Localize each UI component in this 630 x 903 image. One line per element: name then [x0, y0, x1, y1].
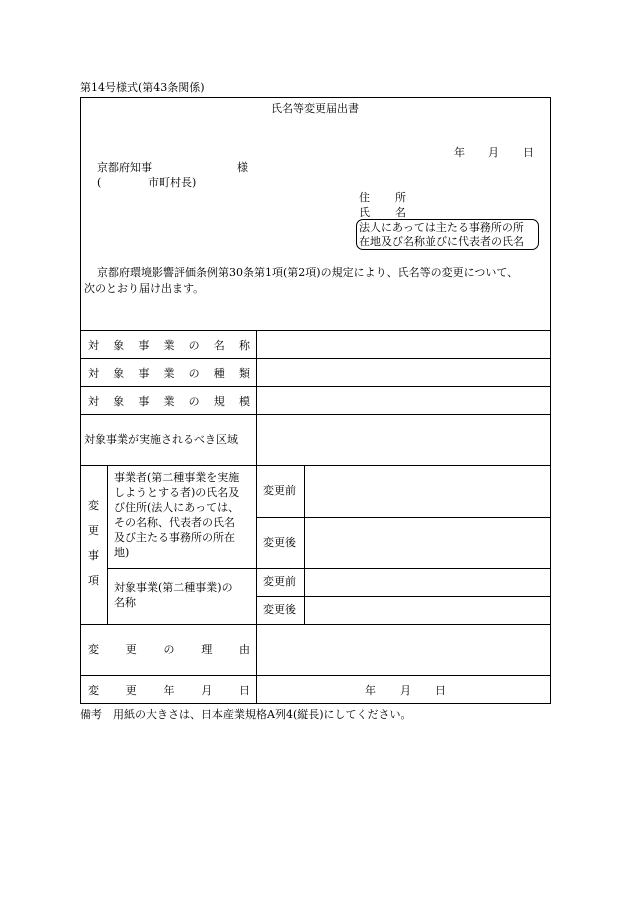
change-date-day: 日: [435, 684, 446, 697]
body-line1: 京都府環境影響評価条例第30条第1項(第2項)の規定により、氏名等の変更について、: [97, 266, 519, 279]
date-year-label: 年: [454, 146, 465, 159]
form-title: 氏名等変更届出書: [271, 102, 359, 115]
date-month-label: 月: [488, 146, 499, 159]
addressee-mayor: 市町村長): [148, 176, 197, 189]
addressee-paren: (: [97, 176, 102, 189]
corporate-note-line2: 在地及び名称並びに代表者の氏名: [359, 235, 524, 248]
address-label-1: 住: [359, 191, 370, 204]
addressee-governor: 京都府知事: [97, 161, 152, 174]
address-label-2: 所: [395, 191, 406, 204]
operator-after-label: 変更後: [263, 536, 296, 549]
change-items-char-4: 項: [88, 574, 99, 587]
change-date-year: 年: [365, 684, 376, 697]
title-after-label: 変更後: [263, 603, 296, 616]
title-before-label: 変更前: [263, 575, 296, 588]
name-label-2: 名: [395, 206, 406, 219]
row-project-area-label: 対象事業が実施されるべき区域: [84, 433, 238, 446]
remarks: 備考 用紙の大きさは、日本産業規格A列4(縦長)にしてください。: [80, 708, 412, 721]
row-project-scale-label: 対 象 事 業 の 規 模: [88, 395, 250, 408]
operator-desc-2: しようとする者)の氏名及: [114, 486, 240, 499]
addressee-sama: 様: [237, 161, 248, 174]
change-items-char-2: 更: [88, 524, 99, 537]
name-label-1: 氏: [359, 206, 370, 219]
change-items-char-3: 事: [88, 549, 99, 562]
operator-desc-1: 事業者(第二種事業を実施: [114, 471, 240, 484]
row-change-date-label: 変 更 年 月 日: [88, 684, 250, 697]
operator-before-label: 変更前: [263, 484, 296, 497]
operator-desc-3: び住所(法人にあっては、: [114, 501, 240, 514]
row-reason-label: 変 更 の 理 由: [88, 643, 250, 656]
operator-desc-4: その名称、代表者の氏名: [114, 516, 235, 529]
operator-desc-6: 地): [114, 546, 130, 559]
row-project-type-label: 対 象 事 業 の 種 類: [88, 367, 250, 380]
corporate-note-line1: 法人にあっては主たる事務所の所: [359, 221, 524, 234]
project-title-desc-1: 対象事業(第二種事業)の: [114, 581, 233, 594]
change-date-month: 月: [400, 684, 411, 697]
date-day-label: 日: [523, 146, 534, 159]
change-items-char-1: 変: [88, 499, 99, 512]
form-number: 第14号様式(第43条関係): [80, 81, 205, 94]
operator-desc-5: 及び主たる事務所の所在: [114, 531, 235, 544]
body-line2: 次のとおり届け出ます。: [84, 282, 205, 295]
project-title-desc-2: 名称: [114, 596, 136, 609]
row-project-name-label: 対 象 事 業 の 名 称: [88, 339, 250, 352]
